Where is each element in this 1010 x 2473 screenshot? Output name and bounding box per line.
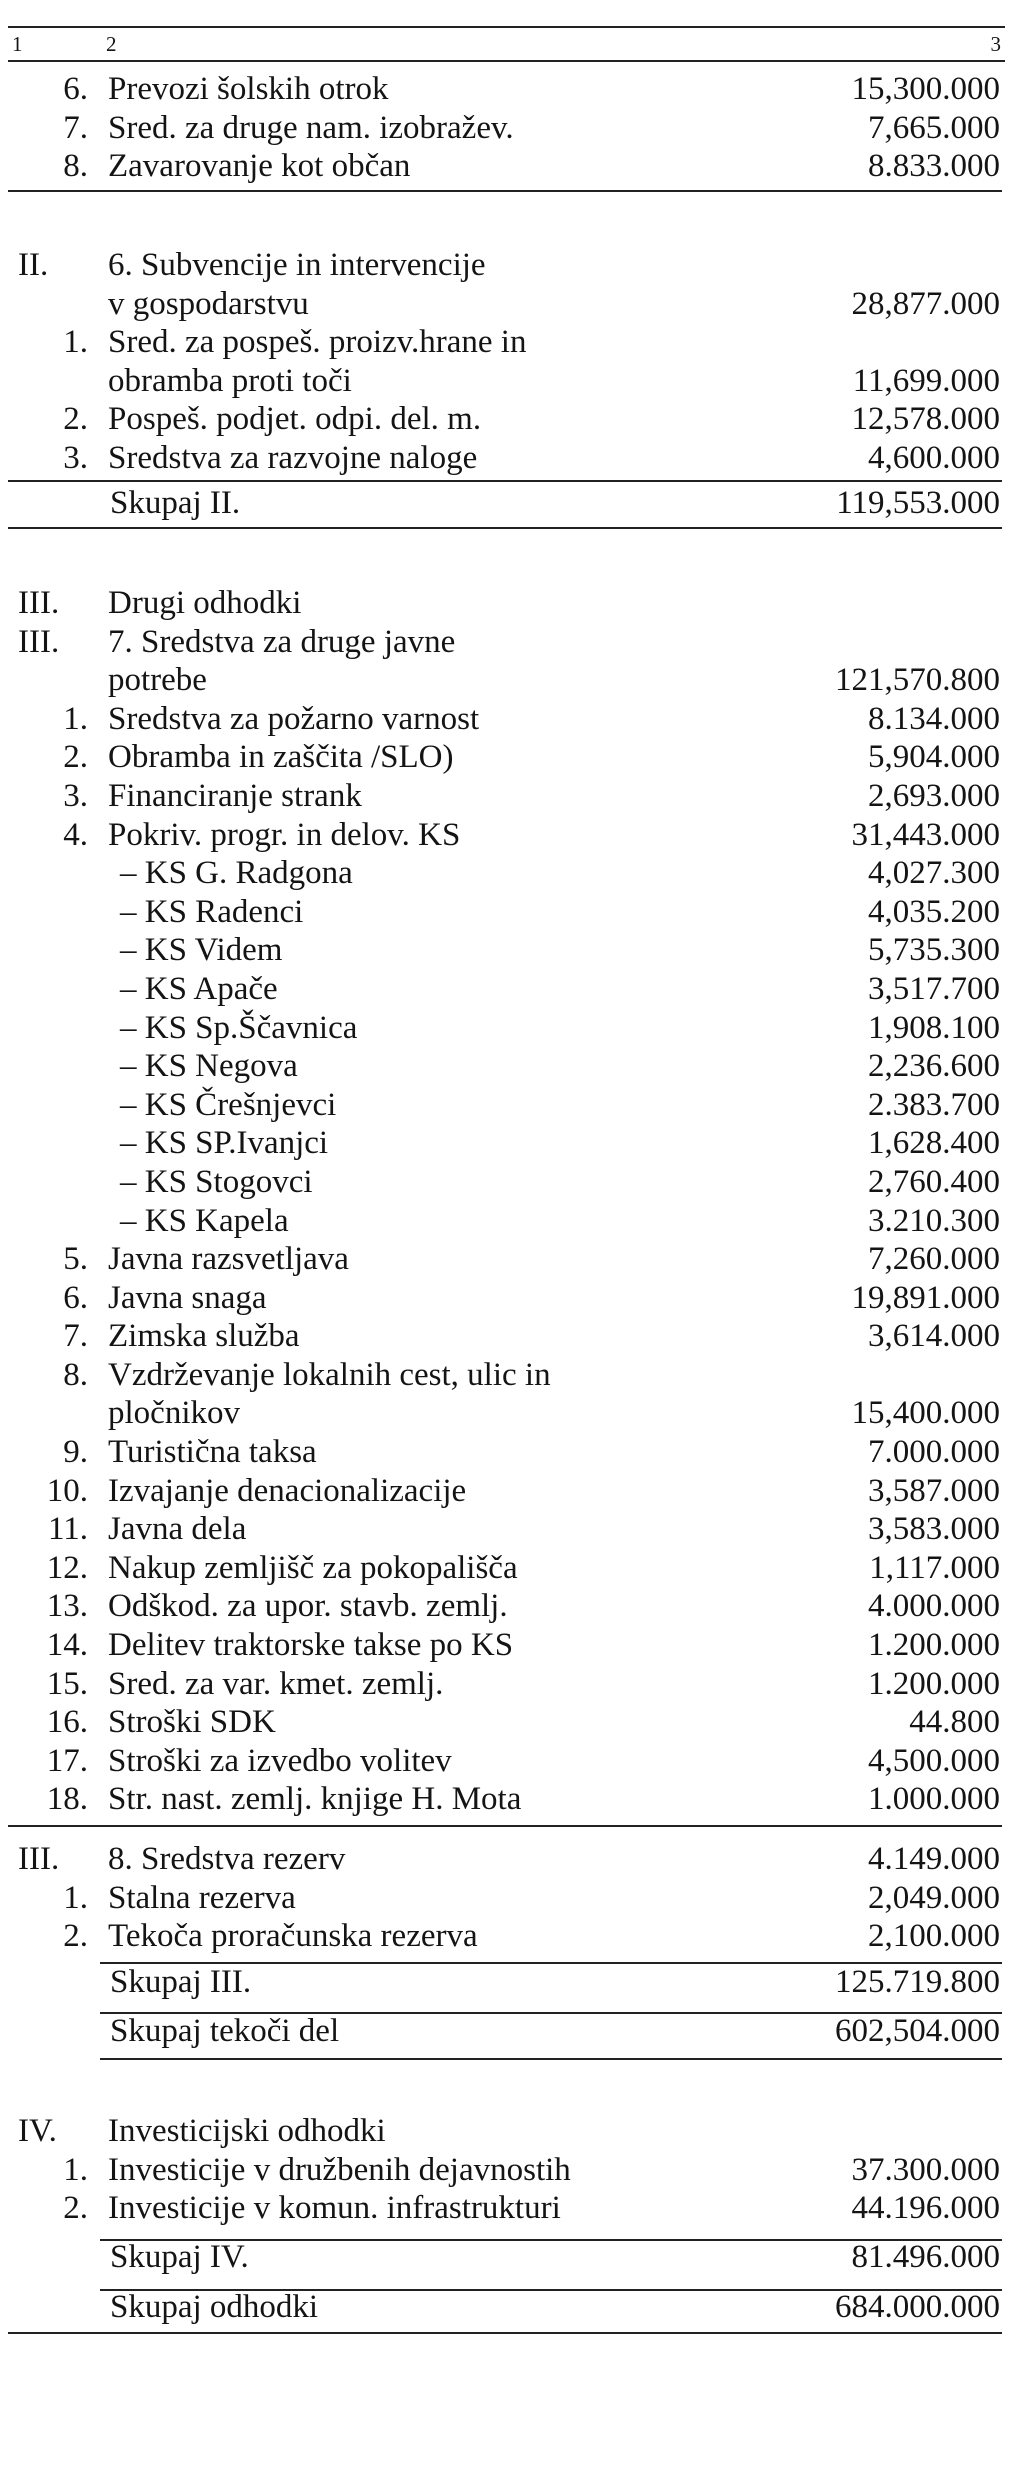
section-divider [8,2332,1002,2334]
row-number: 3. [63,439,88,476]
table-row [0,1549,1010,1588]
row-number: 1. [63,2151,88,2188]
row-label: Sred. za druge nam. izobražev. [108,109,514,146]
row-number: IV. [18,2113,57,2149]
row-label: – KS Črešnjevci [120,1086,337,1123]
table-row [0,584,1010,623]
table-row [0,2189,1010,2228]
row-number: III. [18,623,60,660]
table-row [0,1703,1010,1742]
row-value: 1,117.000 [869,1549,1000,1586]
table-row [0,1279,1010,1318]
row-label: pločnikov [108,1395,240,1432]
table-row [0,1202,1010,1241]
row-label: Stroški za izvedbo volitev [108,1742,452,1779]
table-row [0,777,1010,816]
table-row [0,700,1010,739]
total-row [0,484,1010,523]
column-number-1: 1 [12,32,23,56]
table-row [0,400,1010,439]
row-number: 2. [63,2190,88,2227]
row-label: Investicijski odhodki [108,2113,386,2149]
row-number: 18. [46,1781,88,1818]
row-number: III. [18,585,60,621]
row-label: – KS G. Radgona [120,855,353,892]
row-value: 7,665.000 [868,109,1000,146]
table-row [0,439,1010,478]
table-row [0,1124,1010,1163]
row-number: 7. [63,109,88,146]
table-row [0,2112,1010,2151]
row-value: 2,693.000 [868,777,1000,814]
row-label: Pospeš. podjet. odpi. del. m. [108,401,482,438]
section-divider [100,1962,1002,1964]
row-label: Investicije v komun. infrastrukturi [108,2190,561,2227]
total-label: Skupaj II. [110,484,241,521]
table-row [0,1163,1010,1202]
row-label: Sredstva za požarno varnost [108,700,480,737]
row-label: v gospodarstvu [108,285,309,322]
table-row [0,970,1010,1009]
section-divider [100,2012,1002,2014]
row-value: 1,628.400 [868,1125,1000,1162]
total-label: Skupaj IV. [110,2238,249,2275]
row-label: Odškod. za upor. stavb. zemlj. [108,1588,508,1625]
row-label: – KS Negova [120,1048,298,1085]
row-label: Drugi odhodki [108,585,302,621]
total-label: Skupaj III. [110,1963,252,2000]
row-value: 31,443.000 [851,816,1000,853]
row-value: 44.800 [909,1704,1000,1741]
row-value: 15,400.000 [851,1395,1000,1432]
row-number: 6. [63,1279,88,1316]
table-row [0,1742,1010,1781]
total-row [0,2238,1010,2277]
row-number: 15. [46,1665,88,1702]
table-row [0,931,1010,970]
row-value: 44.196.000 [851,2190,1000,2227]
section-divider [8,480,1002,482]
row-number: 10. [46,1472,88,1509]
table-row [0,1240,1010,1279]
row-number: 13. [46,1588,88,1625]
row-label: Investicije v družbenih dejavnostih [108,2151,571,2188]
section-divider [8,527,1002,529]
table-row [0,1626,1010,1665]
row-number: 1. [63,324,88,361]
table-row [0,661,1010,700]
section-divider [100,2289,1002,2291]
table-row [0,1356,1010,1395]
row-value: 2.383.700 [868,1086,1000,1123]
section-other-expenses [0,584,1010,1819]
row-value: 15,300.000 [851,71,1000,107]
row-label: Javna dela [108,1511,247,1548]
row-label: Sredstva za razvojne naloge [108,439,478,476]
row-number: 3. [63,777,88,814]
table-row [0,1047,1010,1086]
table-row [0,323,1010,362]
row-value: 2,236.600 [868,1048,1000,1085]
row-number: 2. [63,401,88,438]
row-value: 4,600.000 [868,439,1000,476]
row-label: Stalna rezerva [108,1879,296,1916]
column-number-2: 2 [106,32,117,56]
total-row [0,2012,1010,2051]
total-row [0,1963,1010,2002]
row-label: Izvajanje denacionalizacije [108,1472,467,1509]
row-number: 11. [47,1511,88,1548]
table-row [0,854,1010,893]
row-label: 8. Sredstva rezerv [108,1841,346,1877]
row-label: obramba proti toči [108,362,352,399]
row-value: 3,614.000 [868,1318,1000,1355]
total-value: 602,504.000 [835,2013,1000,2050]
table-row [0,70,1010,109]
total-value: 119,553.000 [836,484,1000,521]
table-row [0,816,1010,855]
row-label: – KS Sp.Ščavnica [120,1009,358,1046]
row-label: Vzdrževanje lokalnih cest, ulic in [108,1356,551,1393]
row-number: 1. [63,700,88,737]
row-value: 5,735.300 [868,932,1000,969]
row-label: Obramba in zaščita /SLO) [108,739,454,776]
row-value: 3.210.300 [868,1202,1000,1239]
row-label: Zavarovanje kot občan [108,148,411,185]
row-value: 4.000.000 [868,1588,1000,1625]
table-row [0,1510,1010,1549]
row-number: 8. [63,1356,88,1393]
table-row [0,623,1010,662]
table-row [0,362,1010,401]
row-label: 7. Sredstva za druge javne [108,623,456,660]
table-row [0,1394,1010,1433]
row-value: 2,100.000 [868,1918,1000,1955]
row-number: 9. [63,1434,88,1471]
row-value: 4,035.200 [868,893,1000,930]
row-value: 4,027.300 [868,855,1000,892]
row-label: Javna razsvetljava [108,1241,349,1278]
column-header-row [8,26,1005,62]
total-label: Skupaj odhodki [110,2289,319,2326]
table-row [0,1317,1010,1356]
row-value: 8.833.000 [868,148,1000,185]
row-value: 8.134.000 [868,700,1000,737]
row-label: – KS Videm [120,932,283,969]
total-value: 81.496.000 [851,2238,1000,2275]
row-value: 2,760.400 [868,1163,1000,1200]
row-value: 3,517.700 [868,970,1000,1007]
row-number: 17. [46,1742,88,1779]
row-number: 4. [63,816,88,853]
table-row [0,285,1010,324]
table-row [0,1917,1010,1956]
table-row [0,1009,1010,1048]
row-number: 12. [46,1549,88,1586]
table-row [0,246,1010,285]
row-label: – KS Apače [120,970,278,1007]
section-divider [8,190,1002,192]
row-label: – KS Kapela [120,1202,289,1239]
row-value: 7.000.000 [868,1434,1000,1471]
row-number: 8. [63,148,88,185]
row-number: 16. [46,1704,88,1741]
row-label: potrebe [108,662,207,699]
row-label: Stroški SDK [108,1704,276,1741]
row-label: Nakup zemljišč za pokopališča [108,1549,518,1586]
section-education [0,70,1010,186]
row-value: 3,587.000 [868,1472,1000,1509]
row-value: 12,578.000 [851,401,1000,438]
row-number: 6. [63,71,88,107]
row-number: 7. [63,1318,88,1355]
table-row [0,738,1010,777]
section-divider [8,1825,1002,1827]
table-row [0,1665,1010,1704]
row-value: 2,049.000 [868,1879,1000,1916]
row-label: Pokriv. progr. in delov. KS [108,816,461,853]
row-label: Javna snaga [108,1279,267,1316]
table-row [0,109,1010,148]
row-value: 4,500.000 [868,1742,1000,1779]
total-value: 684.000.000 [835,2289,1000,2326]
section-divider [100,2058,1002,2060]
row-number: 5. [63,1241,88,1278]
row-label: – KS Stogovci [120,1163,313,1200]
table-row [0,893,1010,932]
total-row [0,2288,1010,2327]
row-number: 2. [63,739,88,776]
row-label: Prevozi šolskih otrok [108,71,389,107]
section-reserves [0,1840,1010,2051]
row-value: 7,260.000 [868,1241,1000,1278]
row-number: III. [18,1841,60,1877]
row-label: – KS SP.Ivanjci [120,1125,329,1162]
table-row [0,1879,1010,1918]
row-value: 4.149.000 [868,1841,1000,1877]
table-row [0,2151,1010,2190]
row-value: 19,891.000 [851,1279,1000,1316]
row-value: 1.200.000 [868,1665,1000,1702]
table-row [0,1780,1010,1819]
row-label: Delitev traktorske takse po KS [108,1627,514,1664]
row-value: 11,699.000 [852,362,1000,399]
table-row [0,1587,1010,1626]
row-value: 37.300.000 [851,2151,1000,2188]
table-row [0,1840,1010,1879]
section-investments [0,2112,1010,2327]
column-number-3: 3 [990,32,1001,56]
row-number: 1. [63,1879,88,1916]
row-label: Turistična taksa [108,1434,317,1471]
row-label: Str. nast. zemlj. knjige H. Mota [108,1781,522,1818]
section-divider [100,2239,1002,2241]
row-number: II. [18,247,49,283]
table-row [0,147,1010,186]
row-label: – KS Radenci [120,893,304,930]
total-value: 125.719.800 [835,1963,1000,2000]
row-label: Sred. za pospeš. proizv.hrane in [108,324,527,361]
row-label: Financiranje strank [108,777,362,814]
table-row [0,1433,1010,1472]
table-row [0,1472,1010,1511]
total-label: Skupaj tekoči del [110,2013,340,2050]
row-value: 28,877.000 [851,285,1000,322]
row-label: Tekoča proračunska rezerva [108,1918,478,1955]
row-label: Zimska služba [108,1318,300,1355]
row-value: 1.000.000 [868,1781,1000,1818]
row-value: 1.200.000 [868,1627,1000,1664]
row-label: Sred. za var. kmet. zemlj. [108,1665,444,1702]
row-label: 6. Subvencije in intervencije [108,247,486,283]
row-value: 1,908.100 [868,1009,1000,1046]
row-value: 5,904.000 [868,739,1000,776]
row-value: 3,583.000 [868,1511,1000,1548]
row-value: 121,570.800 [835,662,1000,699]
row-number: 14. [46,1627,88,1664]
row-number: 2. [63,1918,88,1955]
table-row [0,1086,1010,1125]
